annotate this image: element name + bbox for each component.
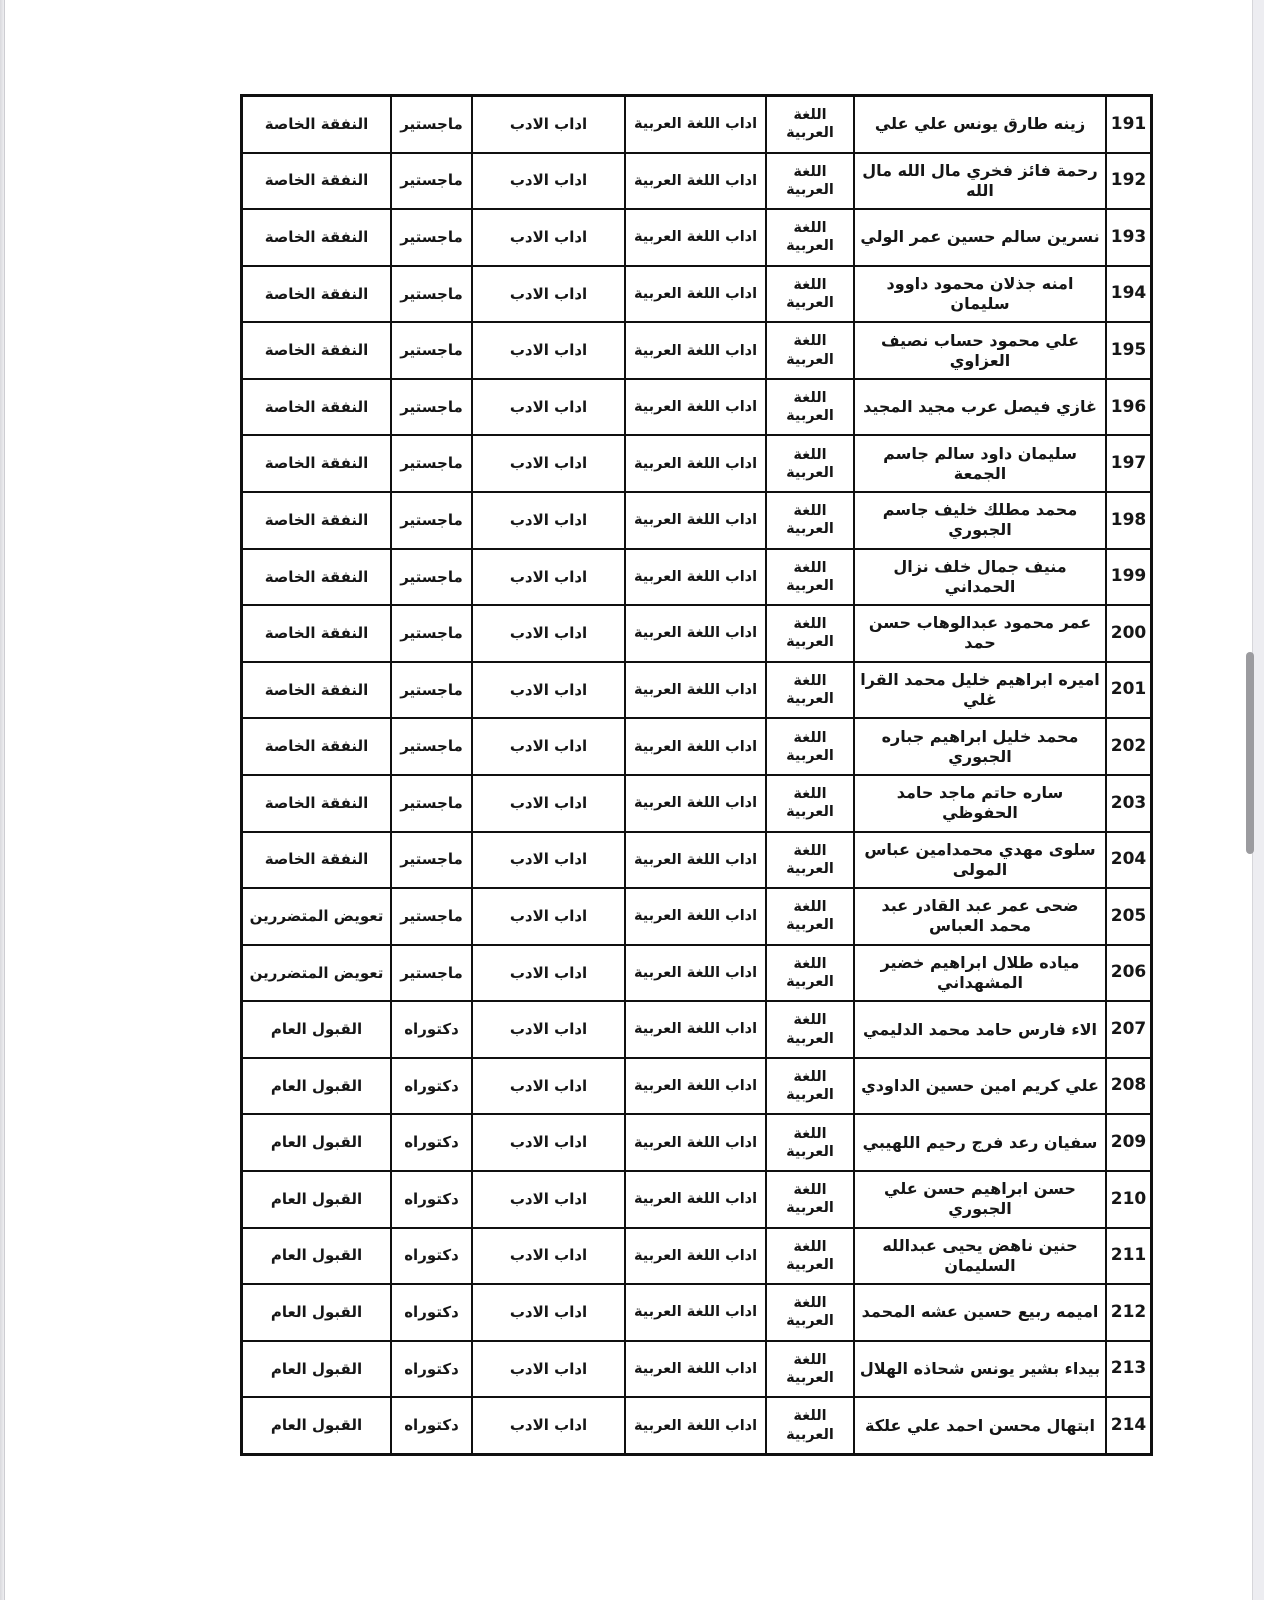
degree-cell: دكتوراه — [392, 1398, 473, 1453]
table-row — [243, 717, 1150, 774]
degree-cell: ماجستير — [392, 833, 473, 888]
student-name-cell: الاء فارس حامد محمد الدليمي — [855, 1002, 1107, 1057]
row-number-cell: 202 — [1110, 736, 1147, 757]
admission-channel-cell: القبول العام — [243, 1172, 392, 1227]
student-name-cell: نسرين سالم حسين عمر الولي — [855, 210, 1107, 265]
row-number-cell: 205 — [1110, 905, 1147, 926]
admission-channel-cell: النفقة الخاصة — [243, 663, 392, 718]
department-cell: اداب الادب — [473, 1115, 626, 1170]
language-cell: اللغة العربية — [767, 1285, 855, 1340]
faculty-cell: اداب اللغة العربية — [626, 97, 767, 152]
faculty-cell: اداب اللغة العربية — [626, 1285, 767, 1340]
faculty-cell: اداب اللغة العربية — [626, 1172, 767, 1227]
student-name-cell: رحمة فائز فخري مال الله مال الله — [855, 154, 1107, 209]
admission-channel-cell: النفقة الخاصة — [243, 606, 392, 661]
student-name-cell: امنه جذلان محمود داوود سليمان — [855, 267, 1107, 322]
student-name-cell: سليمان داود سالم جاسم الجمعة — [855, 436, 1107, 491]
degree-cell: ماجستير — [392, 97, 473, 152]
department-cell: اداب الادب — [473, 436, 626, 491]
table-row — [243, 152, 1150, 209]
table-row — [243, 491, 1150, 548]
table-row — [243, 1000, 1150, 1057]
language-cell: اللغة العربية — [767, 663, 855, 718]
degree-cell: ماجستير — [392, 380, 473, 435]
table-row — [243, 1283, 1150, 1340]
faculty-cell: اداب اللغة العربية — [626, 210, 767, 265]
admission-channel-cell: النفقة الخاصة — [243, 323, 392, 378]
degree-cell: ماجستير — [392, 663, 473, 718]
faculty-cell: اداب اللغة العربية — [626, 436, 767, 491]
admission-channel-cell: القبول العام — [243, 1285, 392, 1340]
department-cell: اداب الادب — [473, 493, 626, 548]
language-cell: اللغة العربية — [767, 323, 855, 378]
language-cell: اللغة العربية — [767, 1172, 855, 1227]
table-row — [243, 1396, 1150, 1453]
admission-channel-cell: النفقة الخاصة — [243, 719, 392, 774]
department-cell: اداب الادب — [473, 97, 626, 152]
language-cell: اللغة العربية — [767, 1398, 855, 1453]
degree-cell: ماجستير — [392, 493, 473, 548]
row-number-cell: 199 — [1110, 566, 1147, 587]
row-number-cell: 193 — [1110, 226, 1147, 247]
page-left-edge — [0, 0, 5, 1600]
scrollbar-thumb[interactable] — [1246, 652, 1254, 854]
language-cell: اللغة العربية — [767, 776, 855, 831]
table-row — [243, 265, 1150, 322]
admission-channel-cell: القبول العام — [243, 1115, 392, 1170]
faculty-cell: اداب اللغة العربية — [626, 833, 767, 888]
degree-cell: ماجستير — [392, 946, 473, 1001]
table-row — [243, 774, 1150, 831]
student-name-cell: ابتهال محسن احمد علي علكة — [855, 1398, 1107, 1453]
department-cell: اداب الادب — [473, 1229, 626, 1284]
student-name-cell: علي كريم امين حسين الداودي — [855, 1059, 1107, 1114]
degree-cell: ماجستير — [392, 889, 473, 944]
row-number-cell: 198 — [1110, 509, 1147, 530]
language-cell: اللغة العربية — [767, 154, 855, 209]
faculty-cell: اداب اللغة العربية — [626, 550, 767, 605]
student-name-cell: زينه طارق يونس علي علي — [855, 97, 1107, 152]
student-name-cell: بيداء بشير يونس شحاذه الهلال — [855, 1342, 1107, 1397]
degree-cell: ماجستير — [392, 550, 473, 605]
row-number-cell: 212 — [1110, 1301, 1147, 1322]
degree-cell: ماجستير — [392, 267, 473, 322]
department-cell: اداب الادب — [473, 719, 626, 774]
table-row — [243, 97, 1150, 152]
admission-channel-cell: النفقة الخاصة — [243, 97, 392, 152]
degree-cell: دكتوراه — [392, 1229, 473, 1284]
table-row — [243, 208, 1150, 265]
department-cell: اداب الادب — [473, 946, 626, 1001]
language-cell: اللغة العربية — [767, 606, 855, 661]
language-cell: اللغة العربية — [767, 833, 855, 888]
department-cell: اداب الادب — [473, 1172, 626, 1227]
table-row — [243, 321, 1150, 378]
admission-channel-cell: القبول العام — [243, 1059, 392, 1114]
department-cell: اداب الادب — [473, 663, 626, 718]
table-row — [243, 434, 1150, 491]
student-name-cell: منيف جمال خلف نزال الحمداني — [855, 550, 1107, 605]
faculty-cell: اداب اللغة العربية — [626, 154, 767, 209]
table-row — [243, 1227, 1150, 1284]
faculty-cell: اداب اللغة العربية — [626, 606, 767, 661]
faculty-cell: اداب اللغة العربية — [626, 1115, 767, 1170]
department-cell: اداب الادب — [473, 1059, 626, 1114]
department-cell: اداب الادب — [473, 606, 626, 661]
row-number-cell: 201 — [1110, 679, 1147, 700]
degree-cell: ماجستير — [392, 436, 473, 491]
student-name-cell: علي محمود حساب نصيف العزاوي — [855, 323, 1107, 378]
faculty-cell: اداب اللغة العربية — [626, 1059, 767, 1114]
admission-channel-cell: النفقة الخاصة — [243, 210, 392, 265]
admission-channel-cell: القبول العام — [243, 1342, 392, 1397]
student-name-cell: حنين ناهض يحيى عبدالله السليمان — [855, 1229, 1107, 1284]
admission-channel-cell: النفقة الخاصة — [243, 436, 392, 491]
student-name-cell: عمر محمود عبدالوهاب حسن حمد — [855, 606, 1107, 661]
department-cell: اداب الادب — [473, 1398, 626, 1453]
department-cell: اداب الادب — [473, 1342, 626, 1397]
admission-channel-cell: النفقة الخاصة — [243, 380, 392, 435]
language-cell: اللغة العربية — [767, 1002, 855, 1057]
degree-cell: دكتوراه — [392, 1285, 473, 1340]
degree-cell: دكتوراه — [392, 1115, 473, 1170]
faculty-cell: اداب اللغة العربية — [626, 946, 767, 1001]
row-number-cell: 209 — [1110, 1132, 1147, 1153]
language-cell: اللغة العربية — [767, 1115, 855, 1170]
degree-cell: دكتوراه — [392, 1002, 473, 1057]
degree-cell: دكتوراه — [392, 1059, 473, 1114]
faculty-cell: اداب اللغة العربية — [626, 267, 767, 322]
degree-cell: ماجستير — [392, 606, 473, 661]
admission-channel-cell: النفقة الخاصة — [243, 550, 392, 605]
department-cell: اداب الادب — [473, 833, 626, 888]
language-cell: اللغة العربية — [767, 1342, 855, 1397]
table-row — [243, 944, 1150, 1001]
row-number-cell: 204 — [1110, 849, 1147, 870]
department-cell: اداب الادب — [473, 380, 626, 435]
table-row — [243, 548, 1150, 605]
language-cell: اللغة العربية — [767, 380, 855, 435]
admissions-table — [240, 94, 1153, 1456]
faculty-cell: اداب اللغة العربية — [626, 380, 767, 435]
admission-channel-cell: تعويض المتضررين — [243, 889, 392, 944]
department-cell: اداب الادب — [473, 1285, 626, 1340]
language-cell: اللغة العربية — [767, 210, 855, 265]
department-cell: اداب الادب — [473, 154, 626, 209]
table-row — [243, 831, 1150, 888]
department-cell: اداب الادب — [473, 889, 626, 944]
table-row — [243, 1113, 1150, 1170]
student-name-cell: محمد خليل ابراهيم جباره الجبوري — [855, 719, 1107, 774]
faculty-cell: اداب اللغة العربية — [626, 1229, 767, 1284]
row-number-cell: 213 — [1110, 1358, 1147, 1379]
student-name-cell: سلوى مهدي محمدامين عباس المولى — [855, 833, 1107, 888]
student-name-cell: ساره حاتم ماجد حامد الحفوظي — [855, 776, 1107, 831]
row-number-cell: 200 — [1110, 622, 1147, 643]
faculty-cell: اداب اللغة العربية — [626, 323, 767, 378]
faculty-cell: اداب اللغة العربية — [626, 1342, 767, 1397]
student-name-cell: مياده طلال ابراهيم خضير المشهداني — [855, 946, 1107, 1001]
department-cell: اداب الادب — [473, 323, 626, 378]
admission-channel-cell: النفقة الخاصة — [243, 833, 392, 888]
table-row — [243, 604, 1150, 661]
department-cell: اداب الادب — [473, 550, 626, 605]
admission-channel-cell: القبول العام — [243, 1398, 392, 1453]
admission-channel-cell: النفقة الخاصة — [243, 154, 392, 209]
faculty-cell: اداب اللغة العربية — [626, 889, 767, 944]
row-number-cell: 192 — [1110, 170, 1147, 191]
department-cell: اداب الادب — [473, 776, 626, 831]
language-cell: اللغة العربية — [767, 436, 855, 491]
degree-cell: ماجستير — [392, 210, 473, 265]
degree-cell: ماجستير — [392, 719, 473, 774]
faculty-cell: اداب اللغة العربية — [626, 776, 767, 831]
admission-channel-cell: النفقة الخاصة — [243, 493, 392, 548]
admission-channel-cell: تعويض المتضررين — [243, 946, 392, 1001]
table-row — [243, 887, 1150, 944]
language-cell: اللغة العربية — [767, 946, 855, 1001]
row-number-cell: 194 — [1110, 283, 1147, 304]
degree-cell: ماجستير — [392, 154, 473, 209]
language-cell: اللغة العربية — [767, 493, 855, 548]
language-cell: اللغة العربية — [767, 719, 855, 774]
row-number-cell: 208 — [1110, 1075, 1147, 1096]
student-name-cell: اميره ابراهيم خليل محمد القرا غلي — [855, 663, 1107, 718]
row-number-cell: 203 — [1110, 792, 1147, 813]
faculty-cell: اداب اللغة العربية — [626, 1398, 767, 1453]
row-number-cell: 206 — [1110, 962, 1147, 983]
degree-cell: دكتوراه — [392, 1172, 473, 1227]
table-row — [243, 1340, 1150, 1397]
row-number-cell: 214 — [1110, 1414, 1147, 1435]
student-name-cell: غازي فيصل عرب مجيد المجيد — [855, 380, 1107, 435]
student-name-cell: حسن ابراهيم حسن علي الجبوري — [855, 1172, 1107, 1227]
student-name-cell: سفيان رعد فرج رحيم اللهيبي — [855, 1115, 1107, 1170]
student-name-cell: اميمه ربيع حسين عشه المحمد — [855, 1285, 1107, 1340]
table-row — [243, 1170, 1150, 1227]
row-number-cell: 191 — [1110, 113, 1147, 134]
faculty-cell: اداب اللغة العربية — [626, 663, 767, 718]
language-cell: اللغة العربية — [767, 1229, 855, 1284]
language-cell: اللغة العربية — [767, 550, 855, 605]
admission-channel-cell: النفقة الخاصة — [243, 267, 392, 322]
faculty-cell: اداب اللغة العربية — [626, 719, 767, 774]
table-row — [243, 1057, 1150, 1114]
table-row — [243, 661, 1150, 718]
department-cell: اداب الادب — [473, 210, 626, 265]
degree-cell: ماجستير — [392, 323, 473, 378]
admission-channel-cell: القبول العام — [243, 1229, 392, 1284]
table-row — [243, 378, 1150, 435]
student-name-cell: محمد مطلك خليف جاسم الجبوري — [855, 493, 1107, 548]
row-number-cell: 211 — [1110, 1245, 1147, 1266]
language-cell: اللغة العربية — [767, 97, 855, 152]
faculty-cell: اداب اللغة العربية — [626, 493, 767, 548]
degree-cell: دكتوراه — [392, 1342, 473, 1397]
admission-channel-cell: النفقة الخاصة — [243, 776, 392, 831]
language-cell: اللغة العربية — [767, 267, 855, 322]
degree-cell: ماجستير — [392, 776, 473, 831]
row-number-cell: 196 — [1110, 396, 1147, 417]
faculty-cell: اداب اللغة العربية — [626, 1002, 767, 1057]
student-name-cell: ضحى عمر عبد القادر عبد محمد العباس — [855, 889, 1107, 944]
language-cell: اللغة العربية — [767, 889, 855, 944]
row-number-cell: 210 — [1110, 1188, 1147, 1209]
department-cell: اداب الادب — [473, 1002, 626, 1057]
department-cell: اداب الادب — [473, 267, 626, 322]
row-number-cell: 195 — [1110, 339, 1147, 360]
row-number-cell: 207 — [1110, 1018, 1147, 1039]
admission-channel-cell: القبول العام — [243, 1002, 392, 1057]
language-cell: اللغة العربية — [767, 1059, 855, 1114]
row-number-cell: 197 — [1110, 453, 1147, 474]
